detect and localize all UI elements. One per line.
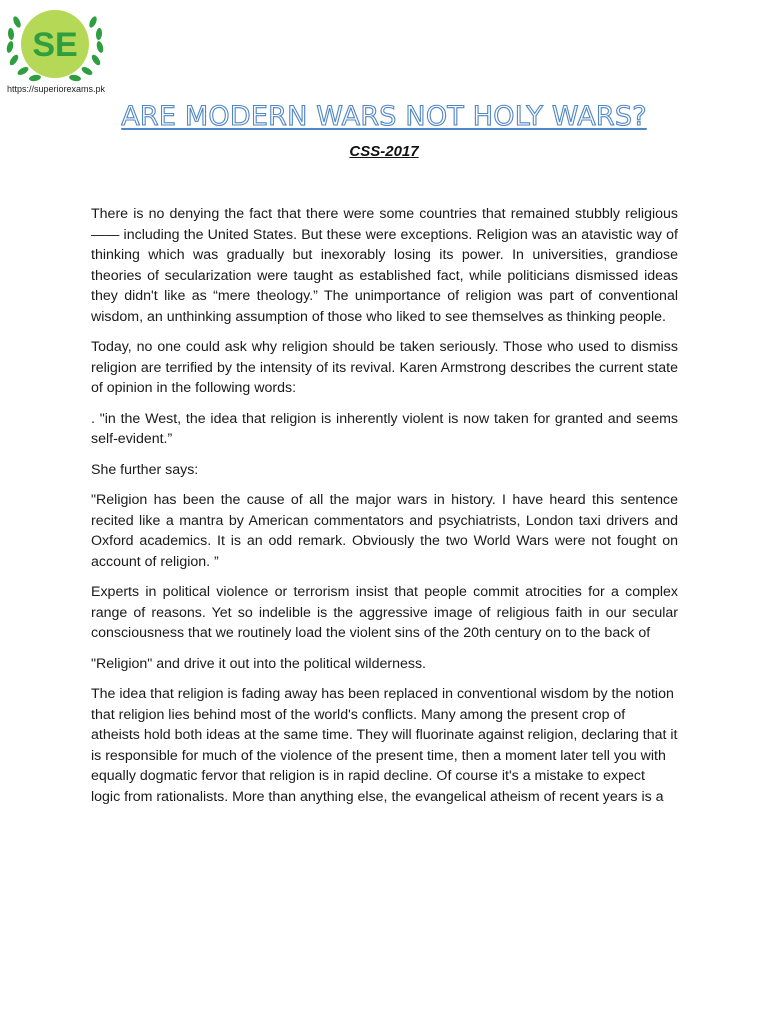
paragraph: Today, no one could ask why religion should be taken seriously. Those who used to dismiss religion are terrified by the intensity of its revival. Karen Armstrong describes the current state of opinion in the following words:: [91, 339, 678, 396]
paragraph: The idea that religion is fading away has been replaced in conventional wisdom by the notion that religion lies behind most of the world's conflicts. Many among the present crop of atheists hold both ideas at the same time. They will fluorinate against religion, declaring that it is responsible for much of the violence of the present time, then a moment later tell you with equally dogmatic fervor that religion is in rapid decline. Of course it's a mistake to expect logic from rationalists. More than anything else, the evangelical atheism of recent years is a: [91, 686, 678, 805]
paragraph: "Religion has been the cause of all the major wars in history. I have heard this sentence recited like a mantra by American commentators and psychiatrists, London taxi drivers and Oxford academics. It is an odd remark. Obviously the two World Wars were not fought on account of religion. ”: [91, 492, 678, 570]
article-body: [91, 204, 678, 817]
paragraph: . "in the West, the idea that religion is inherently violent is now taken for granted and seems self-evident.”: [91, 410, 678, 447]
page-subtitle: CSS-2017: [349, 143, 419, 160]
paragraph: Experts in political violence or terrorism insist that people commit atrocities for a complex range of reasons. Yet so indelible is the aggressive image of religious faith in our secular consciousness that we routinely load the violent sins of the 20th century on to the back of: [91, 584, 678, 641]
paragraph: There is no denying the fact that there were some countries that remained stubbly religious —— including the United States. But these were exceptions. Religion was an atavistic way of thinking which was gradually but inexorably losing its power. In universities, grandiose theories of secularization were taught as established fact, while politicians dismissed ideas they didn't like as “mere theology.” The unimportance of religion was part of conventional wisdom, an unthinking assumption of those who liked to see themselves as thinking people.: [91, 206, 678, 325]
site-logo[interactable]: [0, 0, 110, 88]
page-title: ARE MODERN WARS NOT HOLY WARS?: [121, 101, 647, 132]
site-url[interactable]: https://superiorexams.pk: [7, 84, 106, 94]
laurel-wreath-icon: [0, 0, 110, 88]
paragraph: She further says:: [91, 461, 199, 478]
paragraph: "Religion" and drive it out into the political wilderness.: [91, 655, 426, 672]
logo-text: SE: [32, 26, 78, 64]
